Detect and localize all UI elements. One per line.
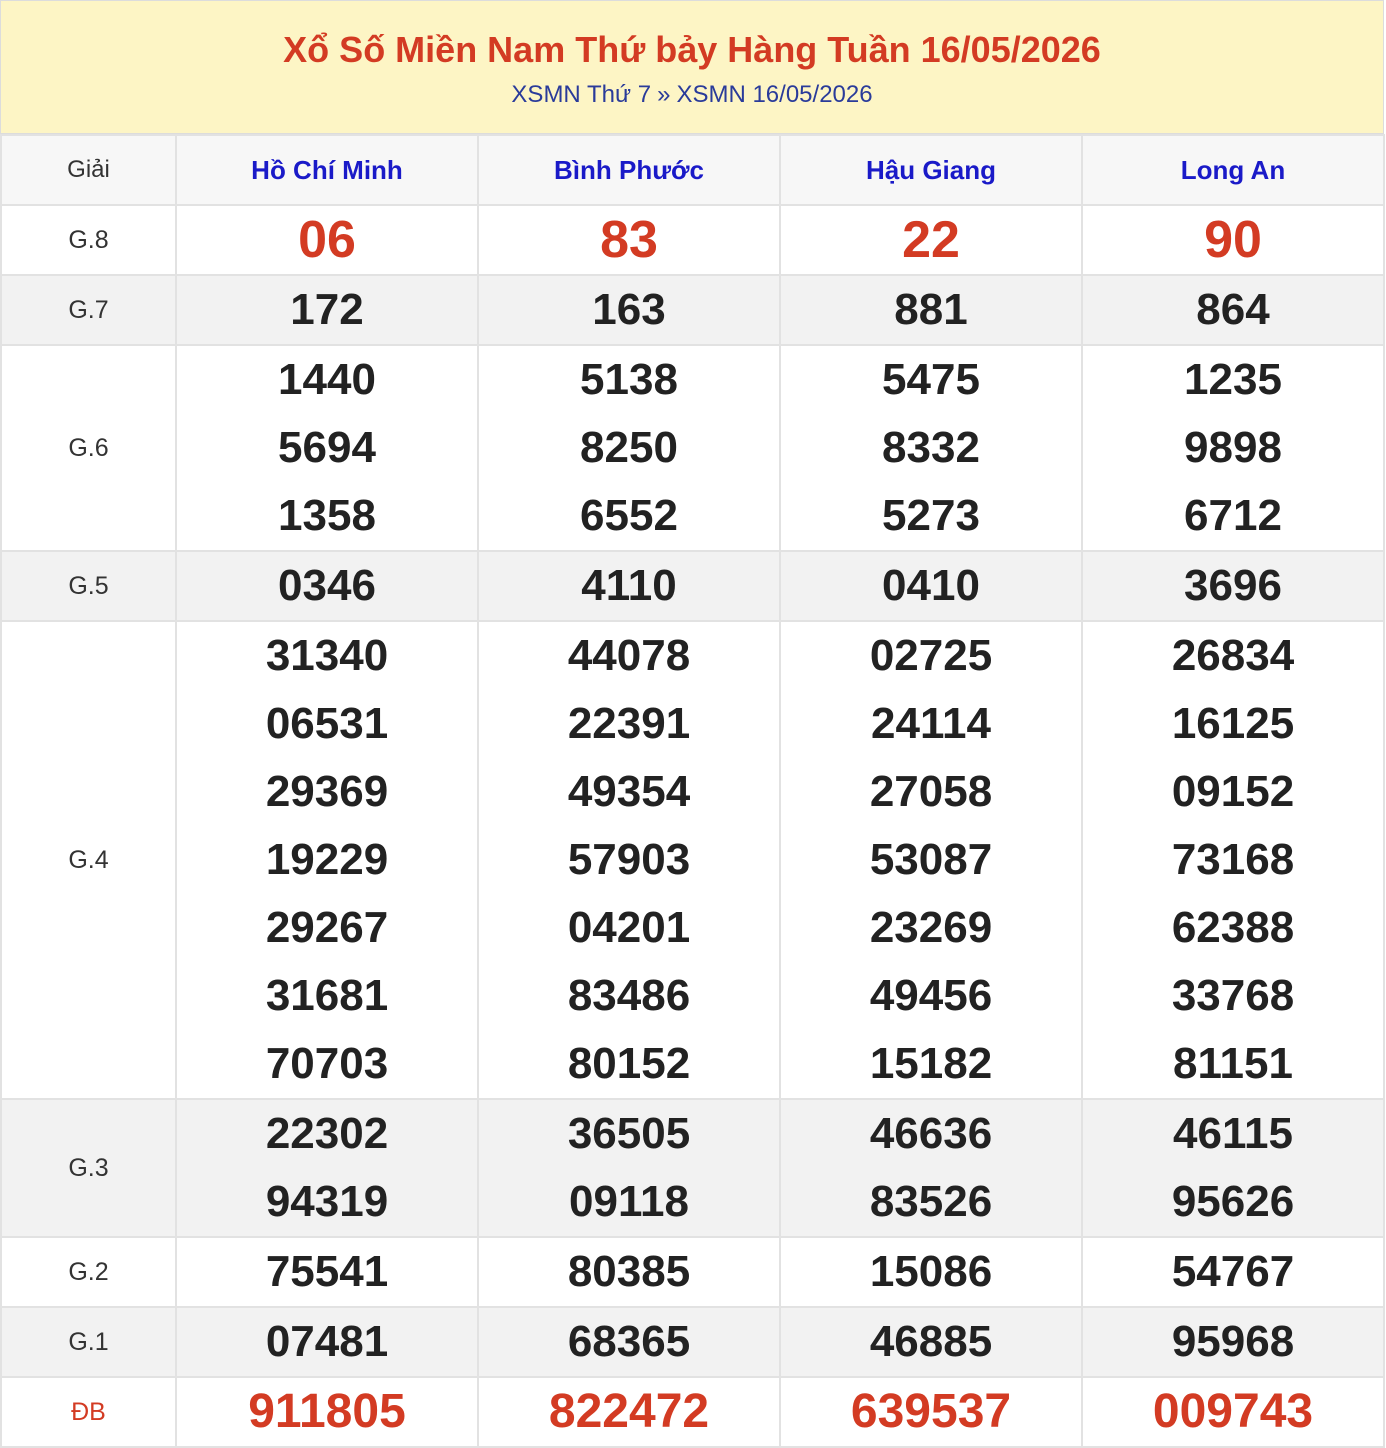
winning-number: 81151: [1173, 1039, 1293, 1088]
prize-cell: [176, 551, 478, 621]
winning-number: 15086: [869, 1247, 993, 1296]
winning-number: 1235: [1184, 355, 1282, 404]
winning-number: 22: [902, 211, 960, 269]
winning-number: 5694: [278, 423, 376, 472]
winning-number: 911805: [248, 1385, 406, 1438]
winning-number: 639537: [850, 1385, 1012, 1438]
winning-number: 80152: [567, 1039, 691, 1088]
prize-label: G.5: [1, 551, 176, 621]
prize-row: [1, 275, 1384, 345]
prize-cell: [1082, 1307, 1384, 1377]
prize-cell: [1082, 345, 1384, 551]
province-column-header: [478, 135, 780, 205]
prize-label: G.3: [1, 1099, 176, 1237]
winning-number: 46636: [869, 1109, 993, 1158]
winning-number: 80385: [567, 1247, 691, 1296]
prize-cell: [1082, 621, 1384, 1099]
prize-row: [1, 551, 1384, 621]
winning-number: 68365: [567, 1317, 691, 1366]
prize-cell: [478, 205, 780, 275]
province-link-long-an[interactable]: Long An: [1180, 154, 1286, 185]
prize-label: G.6: [1, 345, 176, 551]
winning-number: 5138: [580, 355, 678, 404]
winning-number: 49354: [567, 767, 691, 816]
prize-cell: [1082, 1237, 1384, 1307]
winning-number: 822472: [548, 1385, 710, 1438]
winning-number: 70703: [265, 1039, 389, 1088]
winning-number: 881: [894, 285, 968, 334]
winning-number: 83: [600, 211, 658, 269]
prize-rows: [1, 205, 1384, 1447]
prize-cell: [780, 1099, 1082, 1237]
prize-cell: [780, 1237, 1082, 1307]
province-column-header: [780, 135, 1082, 205]
prize-cell: [478, 1377, 780, 1447]
winning-number: 864: [1196, 285, 1270, 334]
winning-number: 6712: [1184, 491, 1282, 540]
winning-number: 46885: [869, 1317, 993, 1366]
winning-number: 95968: [1171, 1317, 1295, 1366]
prize-cell: [176, 1377, 478, 1447]
table-header-row: [1, 135, 1384, 205]
prize-label: G.2: [1, 1237, 176, 1307]
winning-number: 44078: [567, 631, 691, 680]
prize-cell: [780, 1377, 1082, 1447]
prize-cell: [780, 621, 1082, 1099]
winning-number: 02725: [869, 631, 993, 680]
prize-cell: [478, 1307, 780, 1377]
winning-number: 06531: [265, 699, 389, 748]
prize-cell: [176, 621, 478, 1099]
page-title[interactable]: Xổ Số Miền Nam Thứ bảy Hàng Tuần 16/05/2026: [283, 29, 1101, 70]
winning-number: 90: [1204, 211, 1262, 269]
prize-cell: [176, 1099, 478, 1237]
prize-cell: [1082, 1377, 1384, 1447]
winning-number: 73168: [1171, 835, 1295, 884]
winning-number: 09118: [569, 1177, 689, 1226]
prize-cell: [478, 1237, 780, 1307]
province-link-binh-phuoc[interactable]: Bình Phước: [554, 154, 704, 185]
prize-cell: [176, 1237, 478, 1307]
prize-row: [1, 1237, 1384, 1307]
prize-cell: [478, 1099, 780, 1237]
winning-number: 57903: [567, 835, 691, 884]
prize-row: [1, 621, 1384, 1099]
province-column-header: [1082, 135, 1384, 205]
winning-number: 29267: [265, 903, 389, 952]
prize-label: G.1: [1, 1307, 176, 1377]
winning-number: 009743: [1152, 1385, 1314, 1438]
winning-number: 26834: [1171, 631, 1295, 680]
winning-number: 1440: [278, 355, 376, 404]
winning-number: 27058: [869, 767, 993, 816]
prize-cell: [1082, 1099, 1384, 1237]
prize-cell: [176, 275, 478, 345]
prize-row: [1, 1377, 1384, 1447]
winning-number: 172: [290, 285, 364, 334]
prize-label: G.7: [1, 275, 176, 345]
breadcrumb-date-link[interactable]: XSMN 16/05/2026: [676, 81, 873, 108]
prize-cell: [1082, 205, 1384, 275]
prize-label: ĐB: [1, 1377, 176, 1447]
prize-cell: [780, 205, 1082, 275]
winning-number: 3696: [1184, 561, 1282, 610]
winning-number: 04201: [567, 903, 691, 952]
winning-number: 4110: [581, 561, 677, 610]
prize-label: G.8: [1, 205, 176, 275]
winning-number: 24114: [871, 699, 991, 748]
winning-number: 22391: [567, 699, 691, 748]
prize-cell: [478, 345, 780, 551]
prize-row: [1, 1307, 1384, 1377]
winning-number: 06: [298, 211, 356, 269]
winning-number: 19229: [265, 835, 389, 884]
prize-cell: [780, 1307, 1082, 1377]
winning-number: 09152: [1171, 767, 1295, 816]
winning-number: 46115: [1173, 1109, 1293, 1158]
winning-number: 75541: [265, 1247, 389, 1296]
winning-number: 07481: [265, 1317, 389, 1366]
breadcrumb: [1, 81, 1383, 109]
winning-number: 36505: [567, 1109, 691, 1158]
winning-number: 0410: [882, 561, 980, 610]
prize-row: [1, 205, 1384, 275]
winning-number: 83486: [567, 971, 691, 1020]
prize-row: [1, 1099, 1384, 1237]
prize-cell: [176, 1307, 478, 1377]
prize-cell: [780, 275, 1082, 345]
prize-cell: [176, 345, 478, 551]
winning-number: 49456: [869, 971, 993, 1020]
prize-cell: [1082, 551, 1384, 621]
winning-number: 62388: [1171, 903, 1295, 952]
winning-number: 23269: [869, 903, 993, 952]
winning-number: 16125: [1171, 699, 1295, 748]
winning-number: 29369: [265, 767, 389, 816]
winning-number: 8250: [580, 423, 678, 472]
giai-column-header: [1, 135, 176, 205]
winning-number: 8332: [882, 423, 980, 472]
prize-cell: [176, 205, 478, 275]
prize-row: [1, 345, 1384, 551]
results-table: [0, 134, 1385, 1448]
prize-cell: [478, 551, 780, 621]
prize-cell: [780, 551, 1082, 621]
breadcrumb-weekday-link[interactable]: XSMN Thứ 7: [511, 81, 652, 108]
winning-number: 1358: [278, 491, 376, 540]
winning-number: 83526: [869, 1177, 993, 1226]
province-column-header: [176, 135, 478, 205]
giai-header-label: Giải: [67, 156, 110, 183]
winning-number: 31340: [265, 631, 389, 680]
winning-number: 6552: [580, 491, 678, 540]
winning-number: 9898: [1184, 423, 1282, 472]
winning-number: 0346: [278, 561, 376, 610]
prize-cell: [1082, 275, 1384, 345]
winning-number: 33768: [1171, 971, 1295, 1020]
winning-number: 31681: [265, 971, 389, 1020]
winning-number: 22302: [265, 1109, 389, 1158]
province-link-hau-giang[interactable]: Hậu Giang: [865, 154, 996, 185]
winning-number: 163: [592, 285, 666, 334]
winning-number: 95626: [1171, 1177, 1295, 1226]
winning-number: 5273: [882, 491, 980, 540]
prize-cell: [478, 275, 780, 345]
breadcrumb-separator: »: [657, 81, 671, 108]
prize-cell: [780, 345, 1082, 551]
winning-number: 54767: [1171, 1247, 1295, 1296]
winning-number: 15182: [869, 1039, 993, 1088]
winning-number: 5475: [882, 355, 980, 404]
province-link-ho-chi-minh[interactable]: Hồ Chí Minh: [251, 154, 403, 185]
winning-number: 94319: [265, 1177, 389, 1226]
results-header: [0, 0, 1384, 134]
prize-label: G.4: [1, 621, 176, 1099]
winning-number: 53087: [869, 835, 993, 884]
prize-cell: [478, 621, 780, 1099]
